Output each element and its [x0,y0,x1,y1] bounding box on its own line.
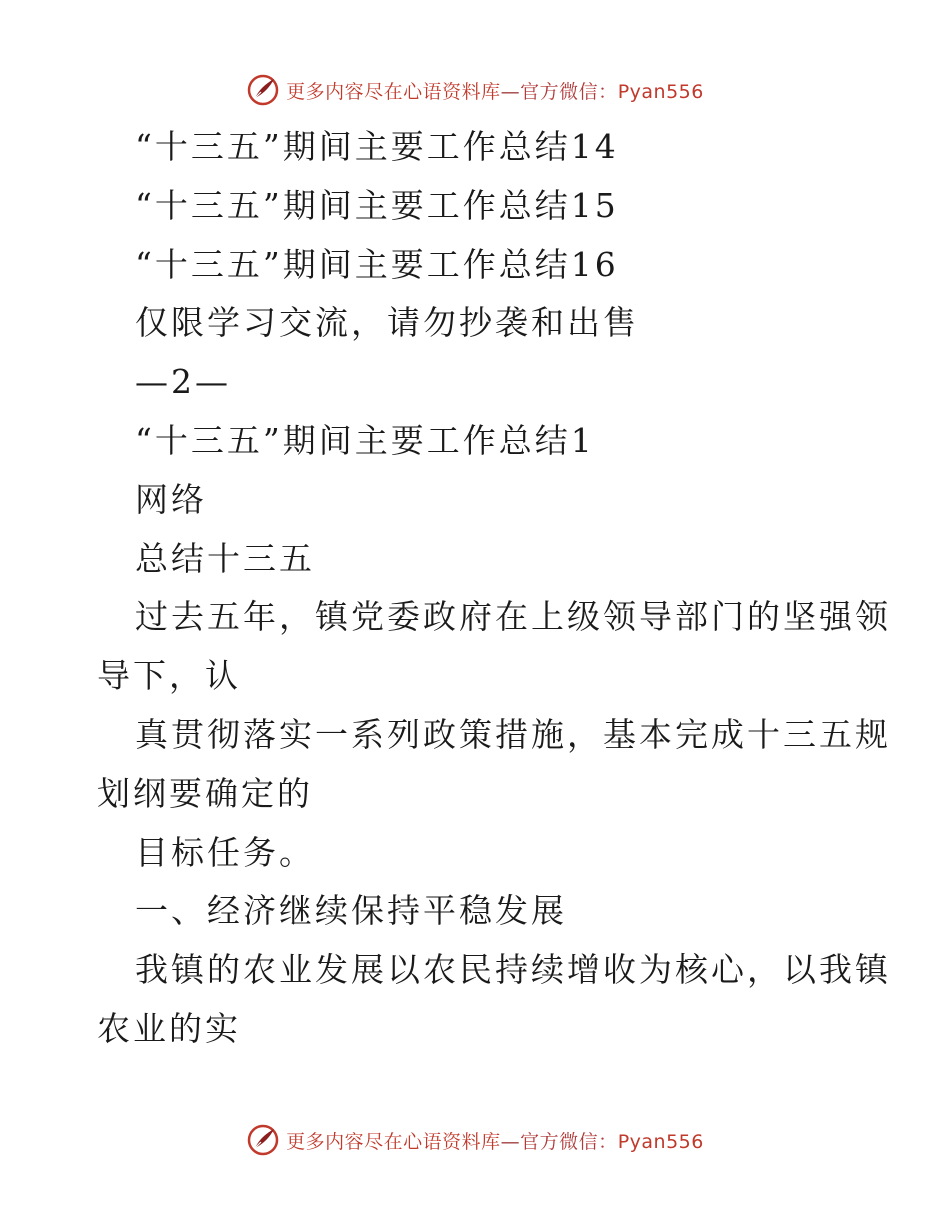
paragraph-line: 网络 [135,479,207,519]
section-title: 总结十三五 [135,538,315,578]
watermark-separator: — [500,1130,521,1153]
watermark-wechat-label: 官方微信： [520,1130,618,1153]
watermark-text [286,1127,704,1154]
toc-line: “十三五”期间主要工作总结14 [135,127,619,166]
page-number: —2— [135,362,231,402]
header-watermark [0,70,950,110]
paragraph-line: 目标任务。 [135,832,315,872]
watermark-wechat-label: 官方微信： [520,80,618,103]
watermark-text [286,77,704,104]
paragraph-line: 划纲要确定的 [97,773,313,813]
quill-pen-logo-icon [246,73,280,107]
footer-watermark [0,1120,950,1160]
paragraph-line: 真贯彻落实一系列政策措施，基本完成十三五规 [135,714,891,754]
paragraph-line: 我镇的农业发展以农民持续增收为核心，以我镇 [135,950,891,990]
section-heading: 一、经济继续保持平稳发展 [135,891,567,931]
watermark-site: 更多内容尽在心语资料库 [286,1130,501,1153]
document-body [97,118,891,1059]
watermark-wechat-id: Pyan556 [617,80,704,103]
paragraph-line: 过去五年，镇党委政府在上级领导部门的坚强领 [135,597,891,637]
toc-line: “十三五”期间主要工作总结16 [135,244,619,284]
paragraph-line: 导下，认 [97,656,241,696]
toc-line: “十三五”期间主要工作总结15 [135,185,619,225]
paragraph-line: 农业的实 [97,1008,241,1048]
toc-line: “十三五”期间主要工作总结1 [135,420,595,460]
notice-line: 仅限学习交流，请勿抄袭和出售 [135,303,639,343]
watermark-site: 更多内容尽在心语资料库 [286,80,501,103]
quill-pen-logo-icon [246,1123,280,1157]
watermark-wechat-id: Pyan556 [617,1130,704,1153]
watermark-separator: — [500,80,521,103]
